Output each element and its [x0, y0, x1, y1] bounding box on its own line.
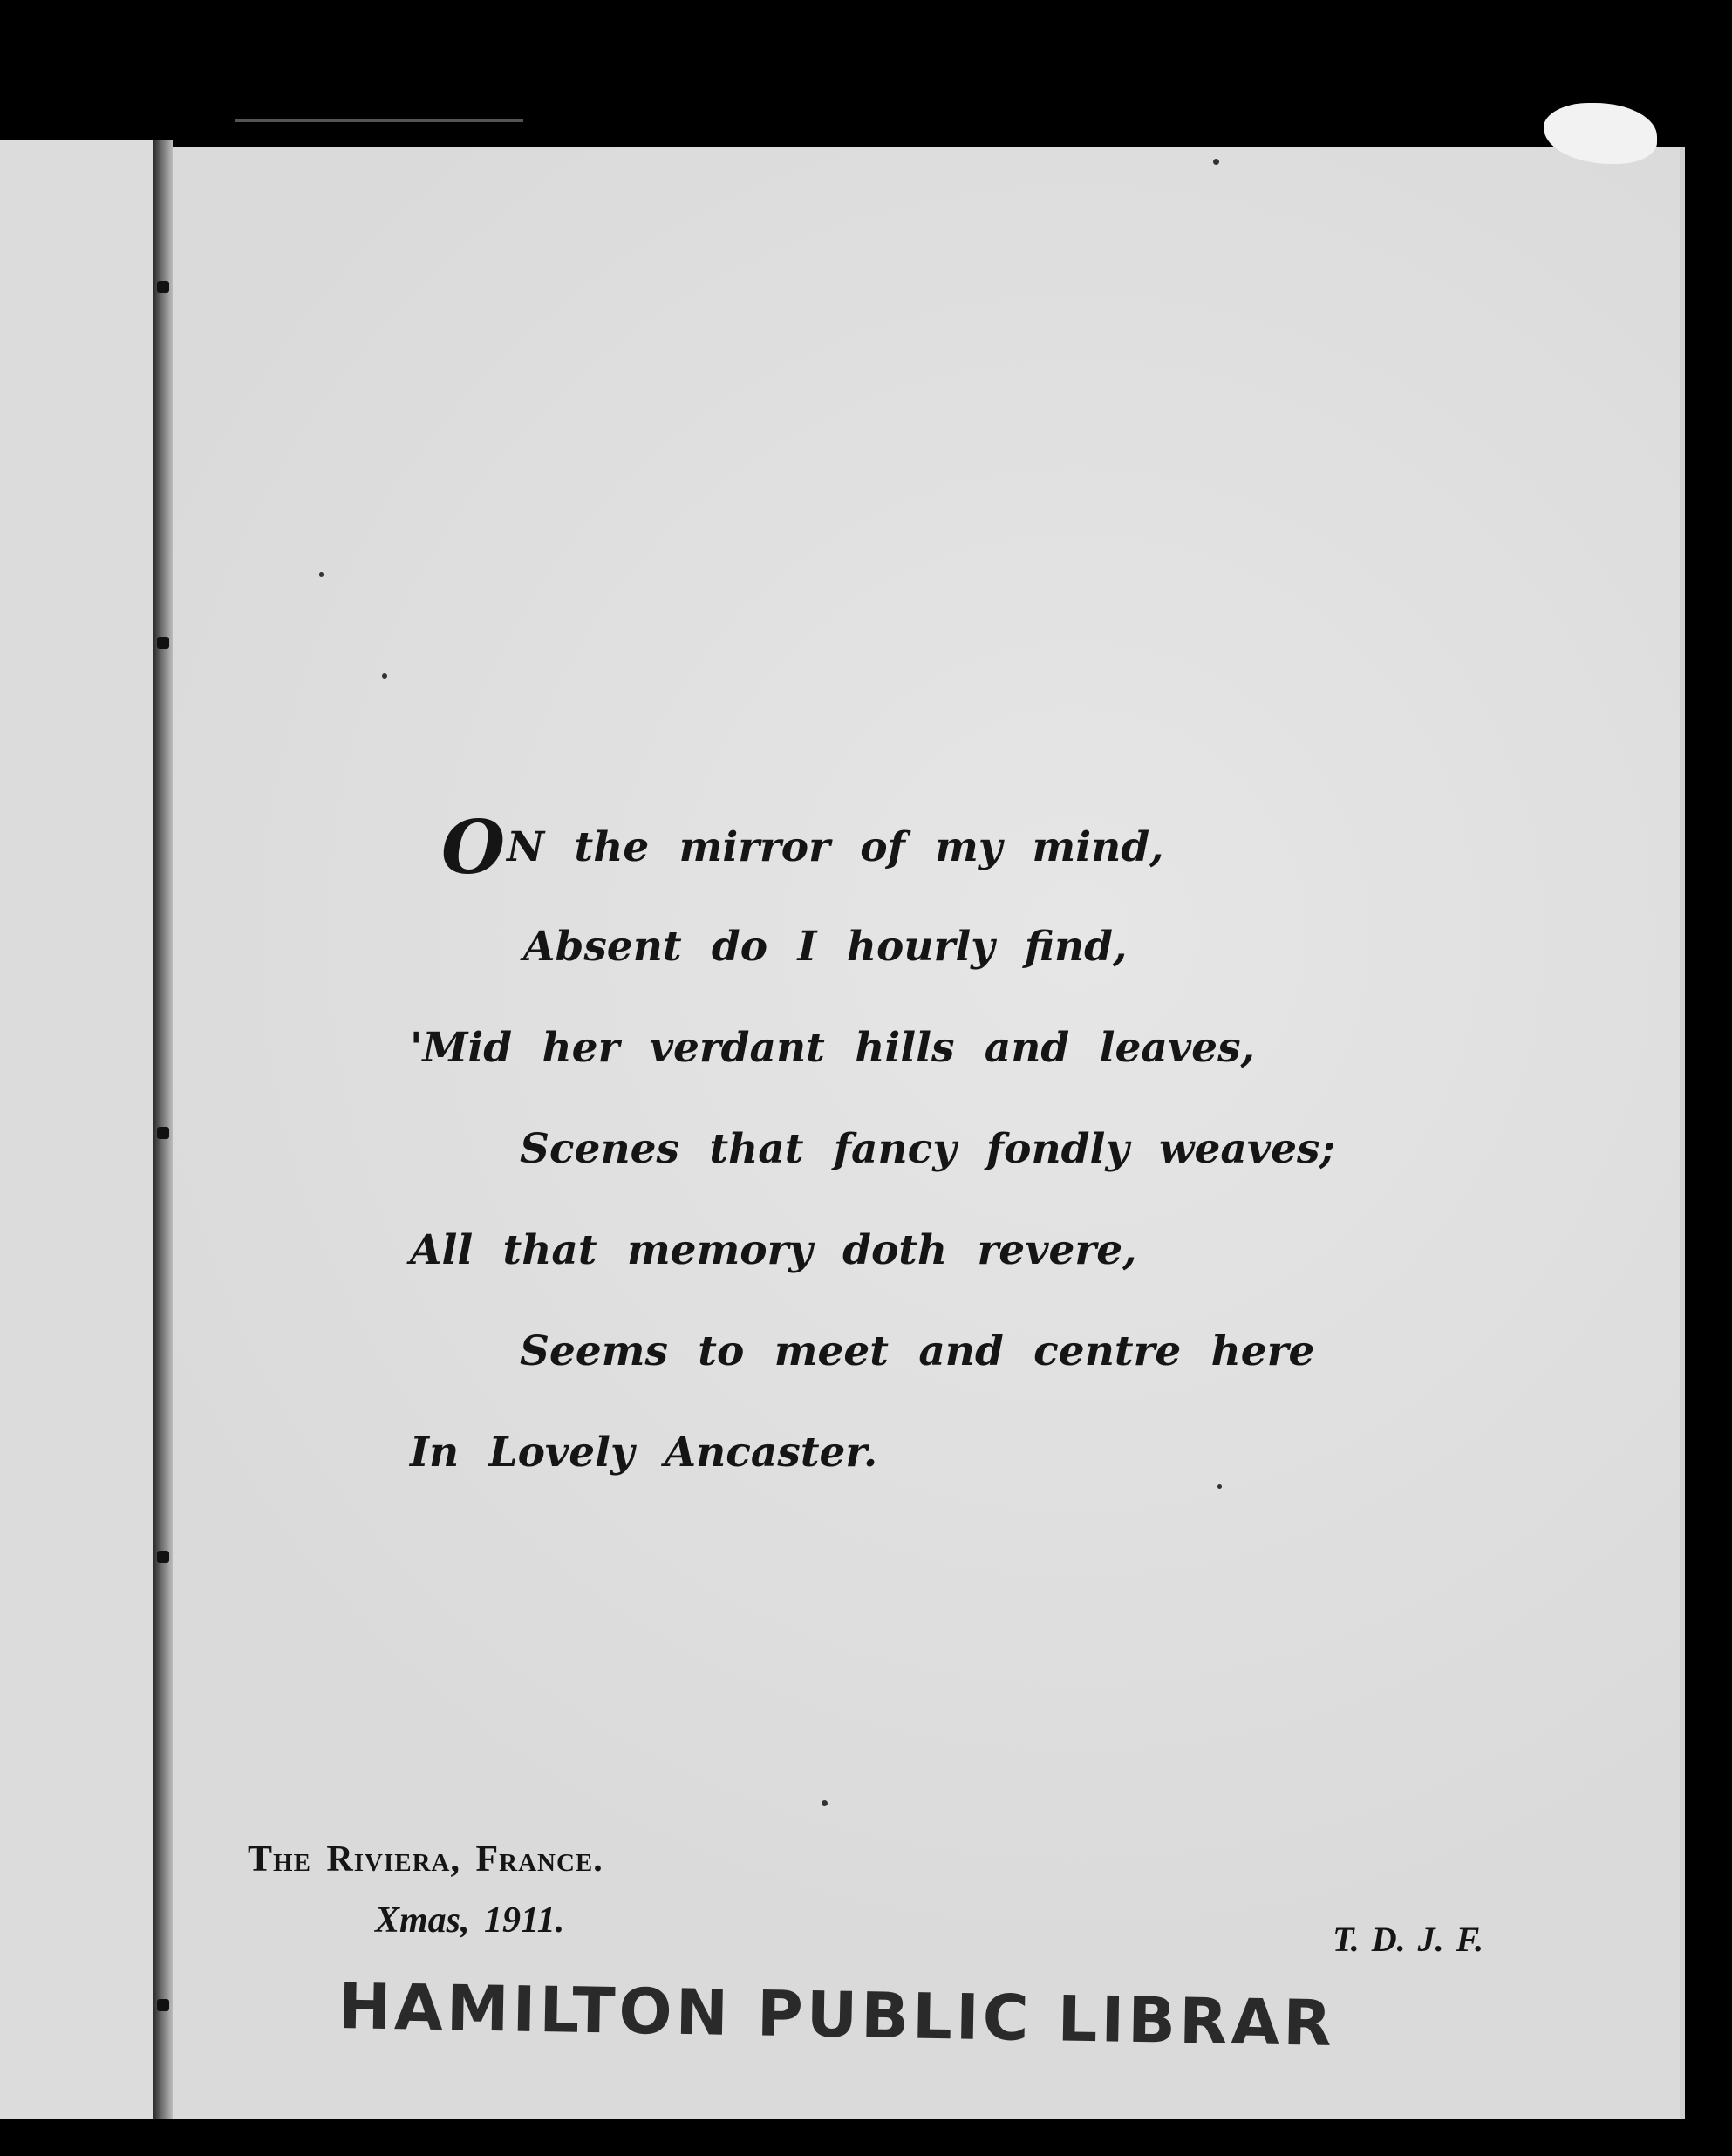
library-stamp: HAMILTON PUBLIC LIBRAR [338, 1969, 1336, 2060]
dust-speck [822, 1800, 828, 1806]
spine-mark [157, 281, 169, 293]
page-edge-shadow [235, 119, 523, 122]
drop-cap: O [441, 804, 506, 890]
spine-mark [157, 1127, 169, 1139]
poem-line-7: In Lovely Ancaster. [410, 1429, 878, 1477]
dust-speck [1217, 1484, 1222, 1489]
dust-speck [319, 572, 324, 577]
spine-mark [157, 637, 169, 649]
facing-page [0, 140, 158, 2119]
spine-mark [157, 1999, 169, 2011]
poem-line-2: Absent do I hourly find, [523, 923, 1128, 971]
poem-line-4: Scenes that fancy fondly weaves; [520, 1125, 1335, 1173]
poem-line-3: 'Mid her verdant hills and leaves, [410, 1024, 1255, 1072]
place-line: The Riviera, France. [248, 1839, 603, 1880]
date-line: Xmas, 1911. [375, 1900, 565, 1941]
dust-speck [1213, 159, 1219, 165]
poem-line-6: Seems to meet and centre here [520, 1327, 1315, 1375]
spine-mark [157, 1551, 169, 1563]
dust-speck [382, 673, 387, 679]
poem-line-5: All that memory doth revere, [410, 1226, 1137, 1274]
poem-line-1: ON the mirror of my mind, [441, 804, 1164, 890]
author-initials: T. D. J. F. [1333, 1920, 1484, 1959]
